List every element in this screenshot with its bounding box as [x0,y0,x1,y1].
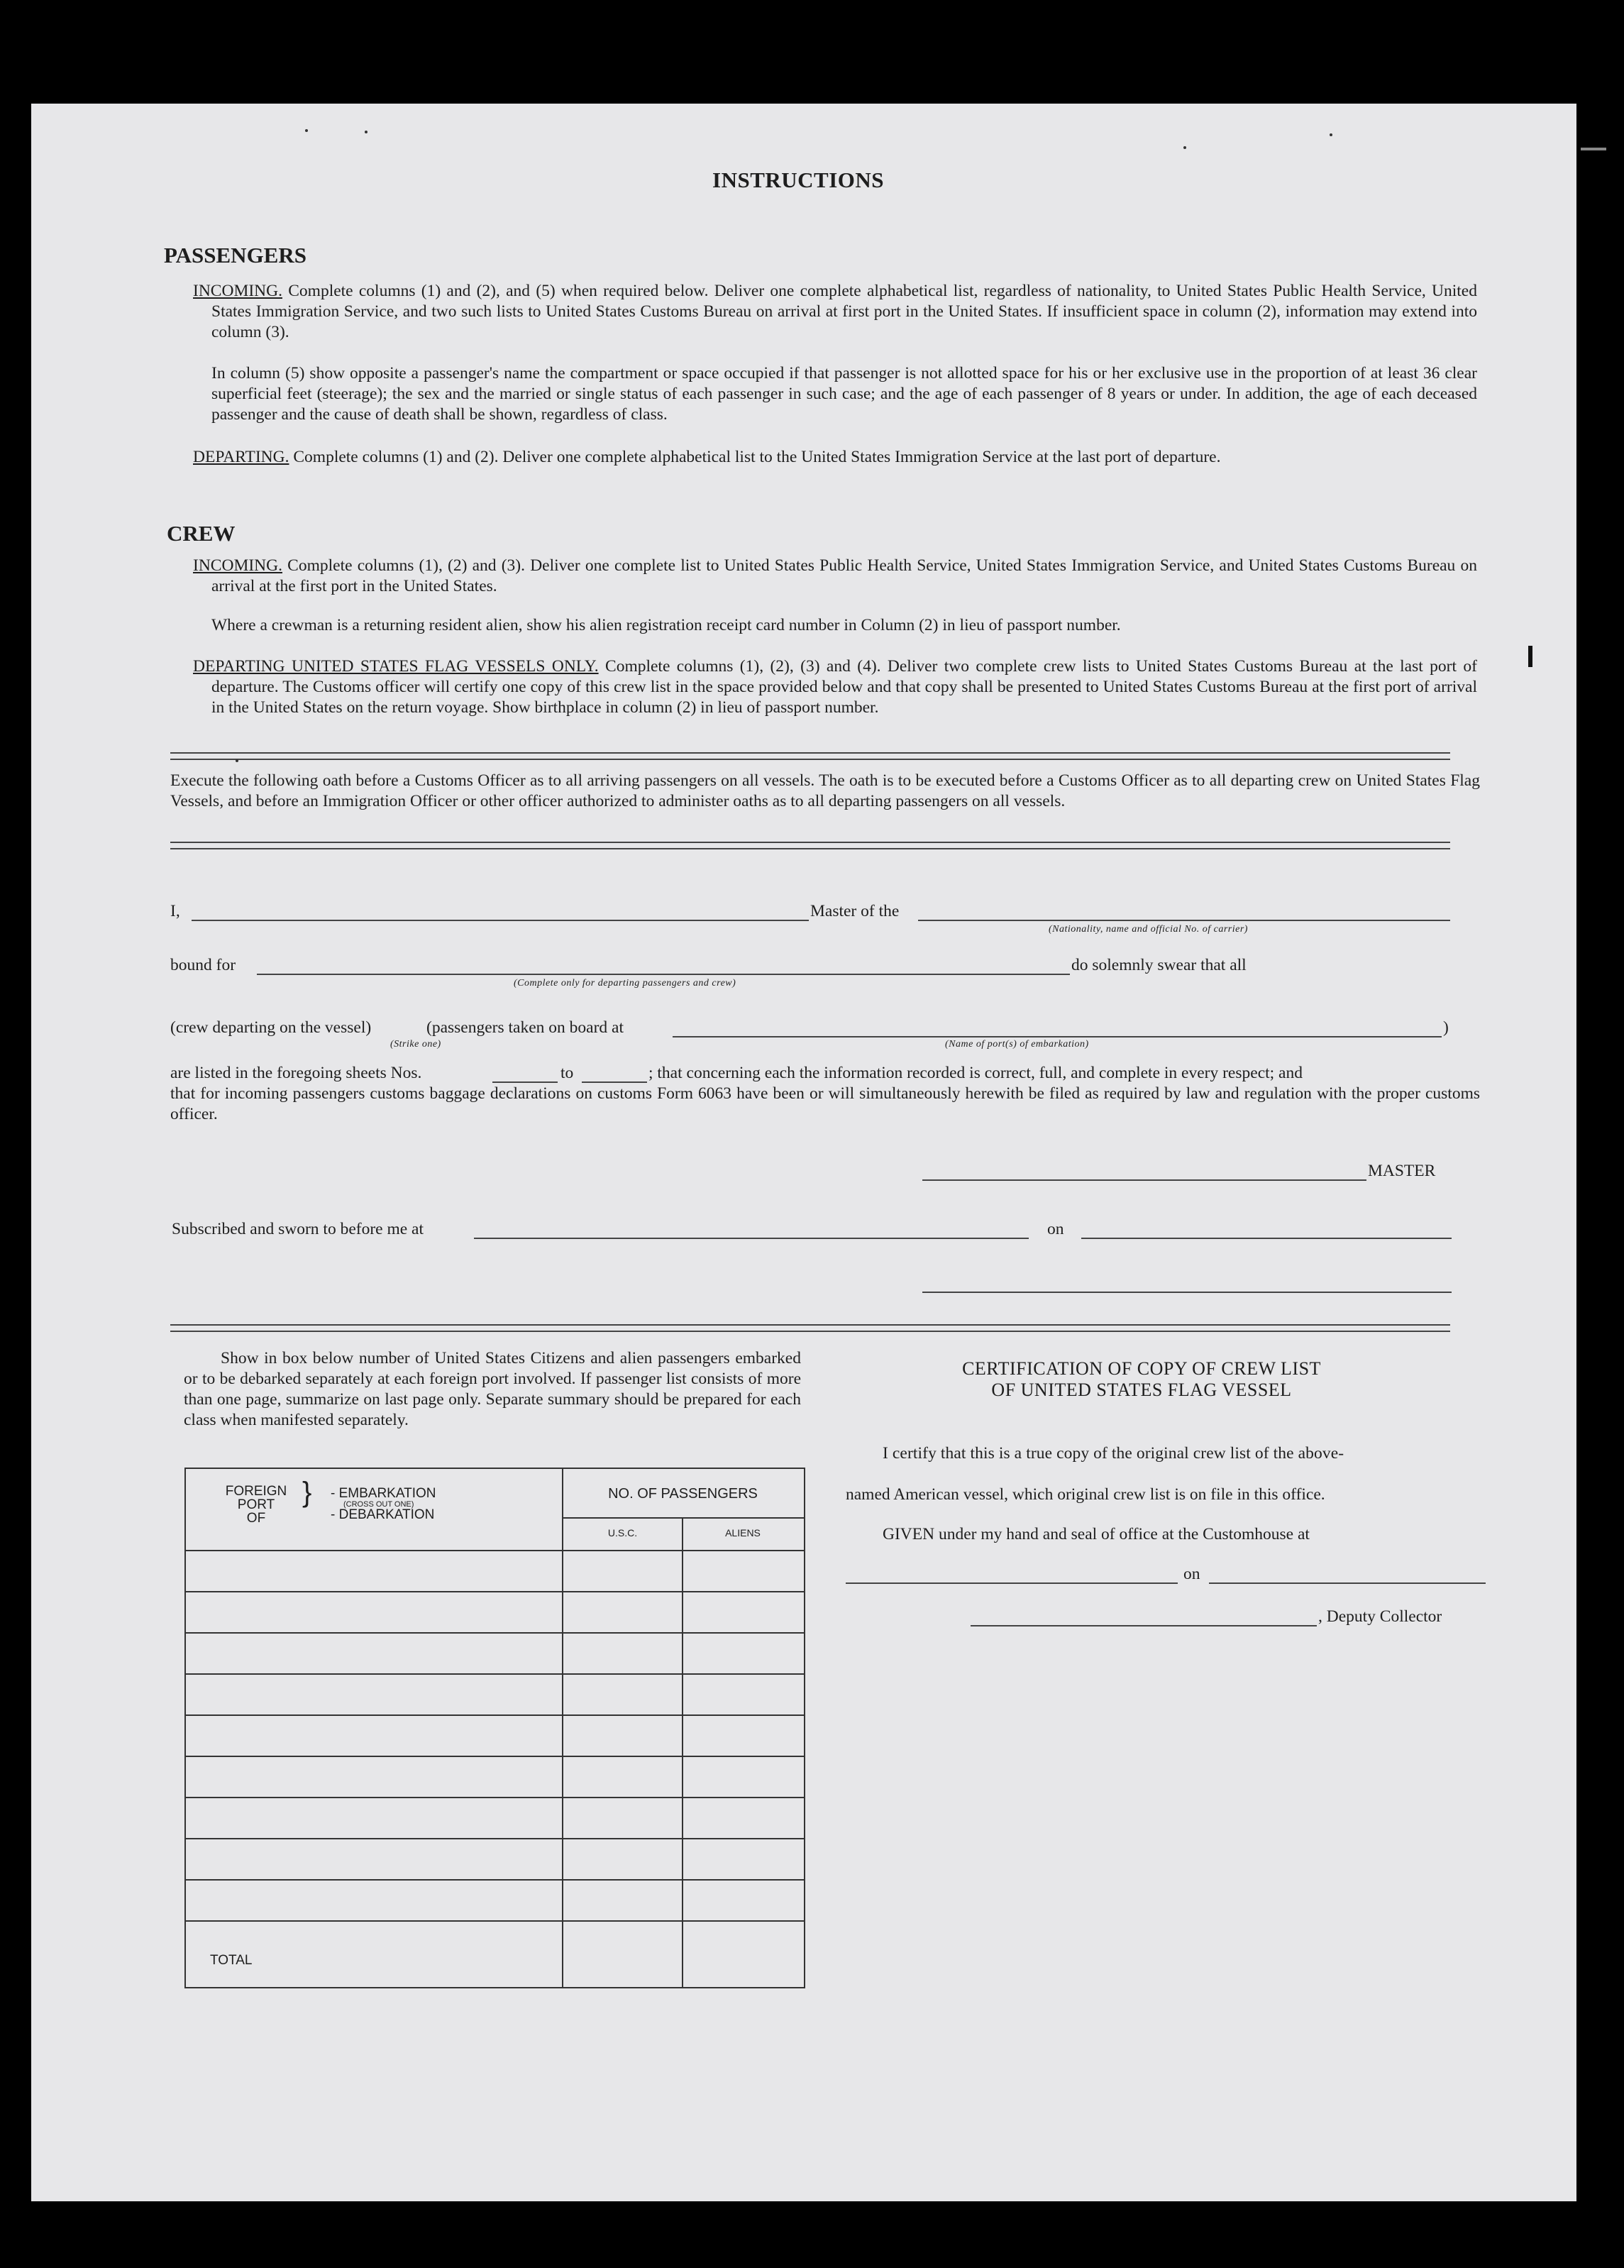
table-row-rule [186,1920,804,1922]
close-paren: ) [1443,1018,1449,1037]
listed-a: are listed in the foregoing sheets Nos. [170,1064,422,1082]
certification-heading-line-1: CERTIFICATION OF COPY OF CREW LIST [962,1358,1321,1379]
passengers-departing-paragraph [193,447,1477,468]
foreign-port-header [210,1485,302,1525]
crew-incoming-text: Complete columns (1), (2) and (3). Deliver one complete list to United States Public Health Service, United States Immigration Service, and United States Customs Bureau on arrival at the first port in the United States. [211,556,1477,595]
certification-line-2: named American vessel, which original crew list is on file in this office. [846,1485,1325,1504]
scan-mark [1528,646,1532,667]
table-row-rule [186,1838,804,1839]
table-row-rule [186,1550,804,1551]
scan-speck [1183,146,1186,149]
sheet-to-field[interactable] [582,1081,647,1083]
swear-label: do solemnly swear that all [1071,956,1247,974]
passengers-column5-paragraph: In column (5) show opposite a passenger's name the compartment or space occupied if that passenger is not allotted space for his or her exclusive use in the proportion of at least 36 clear superficial feet (steerage); the sex and the married or single status of each passenger in such case; and the age of each passenger of 8 years or under. In addition, the age of each deceased passenger and the cause of death shall be shown, regardless of class. [211,364,1477,424]
passenger-summary-table [184,1468,805,1988]
crew-heading: CREW [167,521,236,546]
table-row-rule [186,1673,804,1675]
oath-instruction: Execute the following oath before a Customs Officer as to all arriving passengers on all vessels. The oath is to be executed before a Customs Officer as to all departing crew on United States Flag Vessels, and before an Immigration Officer or other officer authorized to administer oaths as to all departing passengers on all vessels. [170,771,1480,810]
port-label: PORT [237,1497,275,1512]
sheet-from-field[interactable] [492,1081,558,1083]
table-row-rule [186,1797,804,1798]
carrier-field[interactable] [918,920,1450,921]
column-divider [682,1517,683,1987]
double-rule [170,842,1450,849]
certification-line-1: I certify that this is a true copy of the original crew list of the above- [883,1444,1344,1463]
table-row-rule [186,1756,804,1757]
passengers-incoming-label: INCOMING. [193,282,282,300]
brace-symbol: } [302,1477,312,1508]
passengers-incoming-paragraph [193,281,1477,343]
embarkation-ports-field[interactable] [673,1036,1442,1037]
customhouse-field[interactable] [846,1582,1178,1584]
certification-heading [854,1358,1429,1401]
scan-mark [1581,148,1606,150]
certification-on-label: on [1183,1565,1200,1583]
crew-resident-paragraph: Where a crewman is a returning resident alien, show his alien registration receipt card number in Column (2) in lieu of passport number. [211,616,1121,634]
foreign-label: FOREIGN [225,1484,287,1499]
passengers-departing-label: DEPARTING. [193,448,289,466]
table-row-rule [186,1879,804,1881]
crew-departing-paragraph [193,656,1477,718]
nationality-caption: (Nationality, name and official No. of carrier) [1049,924,1248,935]
master-name-field[interactable] [192,920,809,921]
header-rule [562,1517,804,1519]
scan-speck [305,129,308,132]
oath-i: I, [170,902,180,920]
deputy-collector-label: , Deputy Collector [1318,1607,1442,1626]
double-rule [170,1324,1450,1332]
cross-out-label: (CROSS OUT ONE) [343,1500,414,1509]
bound-for-field[interactable] [257,974,1070,975]
no-of-passengers-header: NO. OF PASSENGERS [608,1486,758,1502]
scan-speck [365,131,368,133]
embarkation-label: - EMBARKATION [331,1486,436,1501]
officer-signature-field[interactable] [922,1292,1452,1293]
table-row-rule [186,1714,804,1716]
scan-speck [236,759,238,762]
subscribed-place-field[interactable] [474,1238,1029,1239]
crew-departing-label: DEPARTING UNITED STATES FLAG VESSELS ONLY. [193,657,599,676]
listed-rest: that for incoming passengers customs baggage declarations on customs Form 6063 have been or will simultaneously herewith be filed as required by law and regulation with the proper customs officer. [170,1084,1480,1123]
certification-date-field[interactable] [1209,1582,1486,1584]
certification-line-3: GIVEN under my hand and seal of office at the Customhouse at [883,1525,1310,1543]
to-label: to [560,1064,574,1082]
listed-b: ; that concerning each the information recorded is correct, full, and complete in every respect; and [648,1064,1303,1082]
aliens-header: ALIENS [725,1527,761,1538]
table-row-rule [186,1591,804,1592]
column-divider [562,1469,563,1987]
deputy-signature-field[interactable] [971,1625,1317,1626]
table-row-rule [186,1632,804,1634]
departing-caption: (Complete only for departing passengers and crew) [514,978,736,989]
total-label: TOTAL [210,1953,253,1968]
master-label: MASTER [1368,1162,1436,1180]
passengers-departing-text: Complete columns (1) and (2). Deliver one complete alphabetical list to the United States Immigration Service at the last port of departure. [289,448,1221,466]
of-label: OF [246,1511,266,1526]
master-signature-field[interactable] [922,1179,1366,1181]
passengers-incoming-text: Complete columns (1) and (2), and (5) when required below. Deliver one complete alphabetical list, regardless of nationality, to United States Public Health Service, United States Immigration Service, and two such lists to United States Customs Bureau on arrival at first port in the United States. If insufficient space in column (2), information may extend into column (3). [211,282,1477,341]
subscribed-date-field[interactable] [1081,1238,1452,1239]
summary-instructions: Show in box below number of United States Citizens and alien passengers embarked or to be debarked separately at each foreign port involved. If passenger list consists of more than one page, summarize on last page only. Separate summary should be prepared for each class when manifested separately. [184,1349,801,1429]
bound-for-label: bound for [170,956,236,974]
debarkation-label: - DEBARKATION [331,1507,435,1522]
passengers-heading: PASSENGERS [164,243,306,268]
page-title: INSTRUCTIONS [712,167,885,192]
usc-header: U.S.C. [607,1527,638,1538]
form-page [31,104,1576,2201]
subscribed-on-label: on [1047,1220,1064,1238]
subscribed-label: Subscribed and sworn to before me at [172,1220,424,1238]
ports-caption: (Name of port(s) of embarkation) [945,1039,1089,1050]
crew-incoming-label: INCOMING. [193,556,282,575]
passengers-taken-option: (passengers taken on board at [426,1018,624,1037]
master-of-label: Master of the [810,902,900,920]
strike-one-caption: (Strike one) [390,1039,441,1050]
scan-speck [1330,133,1332,136]
crew-departing-text: Complete columns (1), (2), (3) and (4). Deliver two complete crew lists to United States Customs Bureau at the last port of departure. The Customs officer will certify one copy of this crew list in the space provided below and that copy shall be presented to United States Customs Bureau at the first port of arrival in the United States on the return voyage. Show birthplace in column (2) in lieu of passport number. [211,657,1477,717]
crew-departing-option: (crew departing on the vessel) [170,1018,372,1037]
certification-heading-line-2: OF UNITED STATES FLAG VESSEL [991,1380,1292,1400]
crew-incoming-paragraph [193,556,1477,597]
double-rule [170,752,1450,760]
